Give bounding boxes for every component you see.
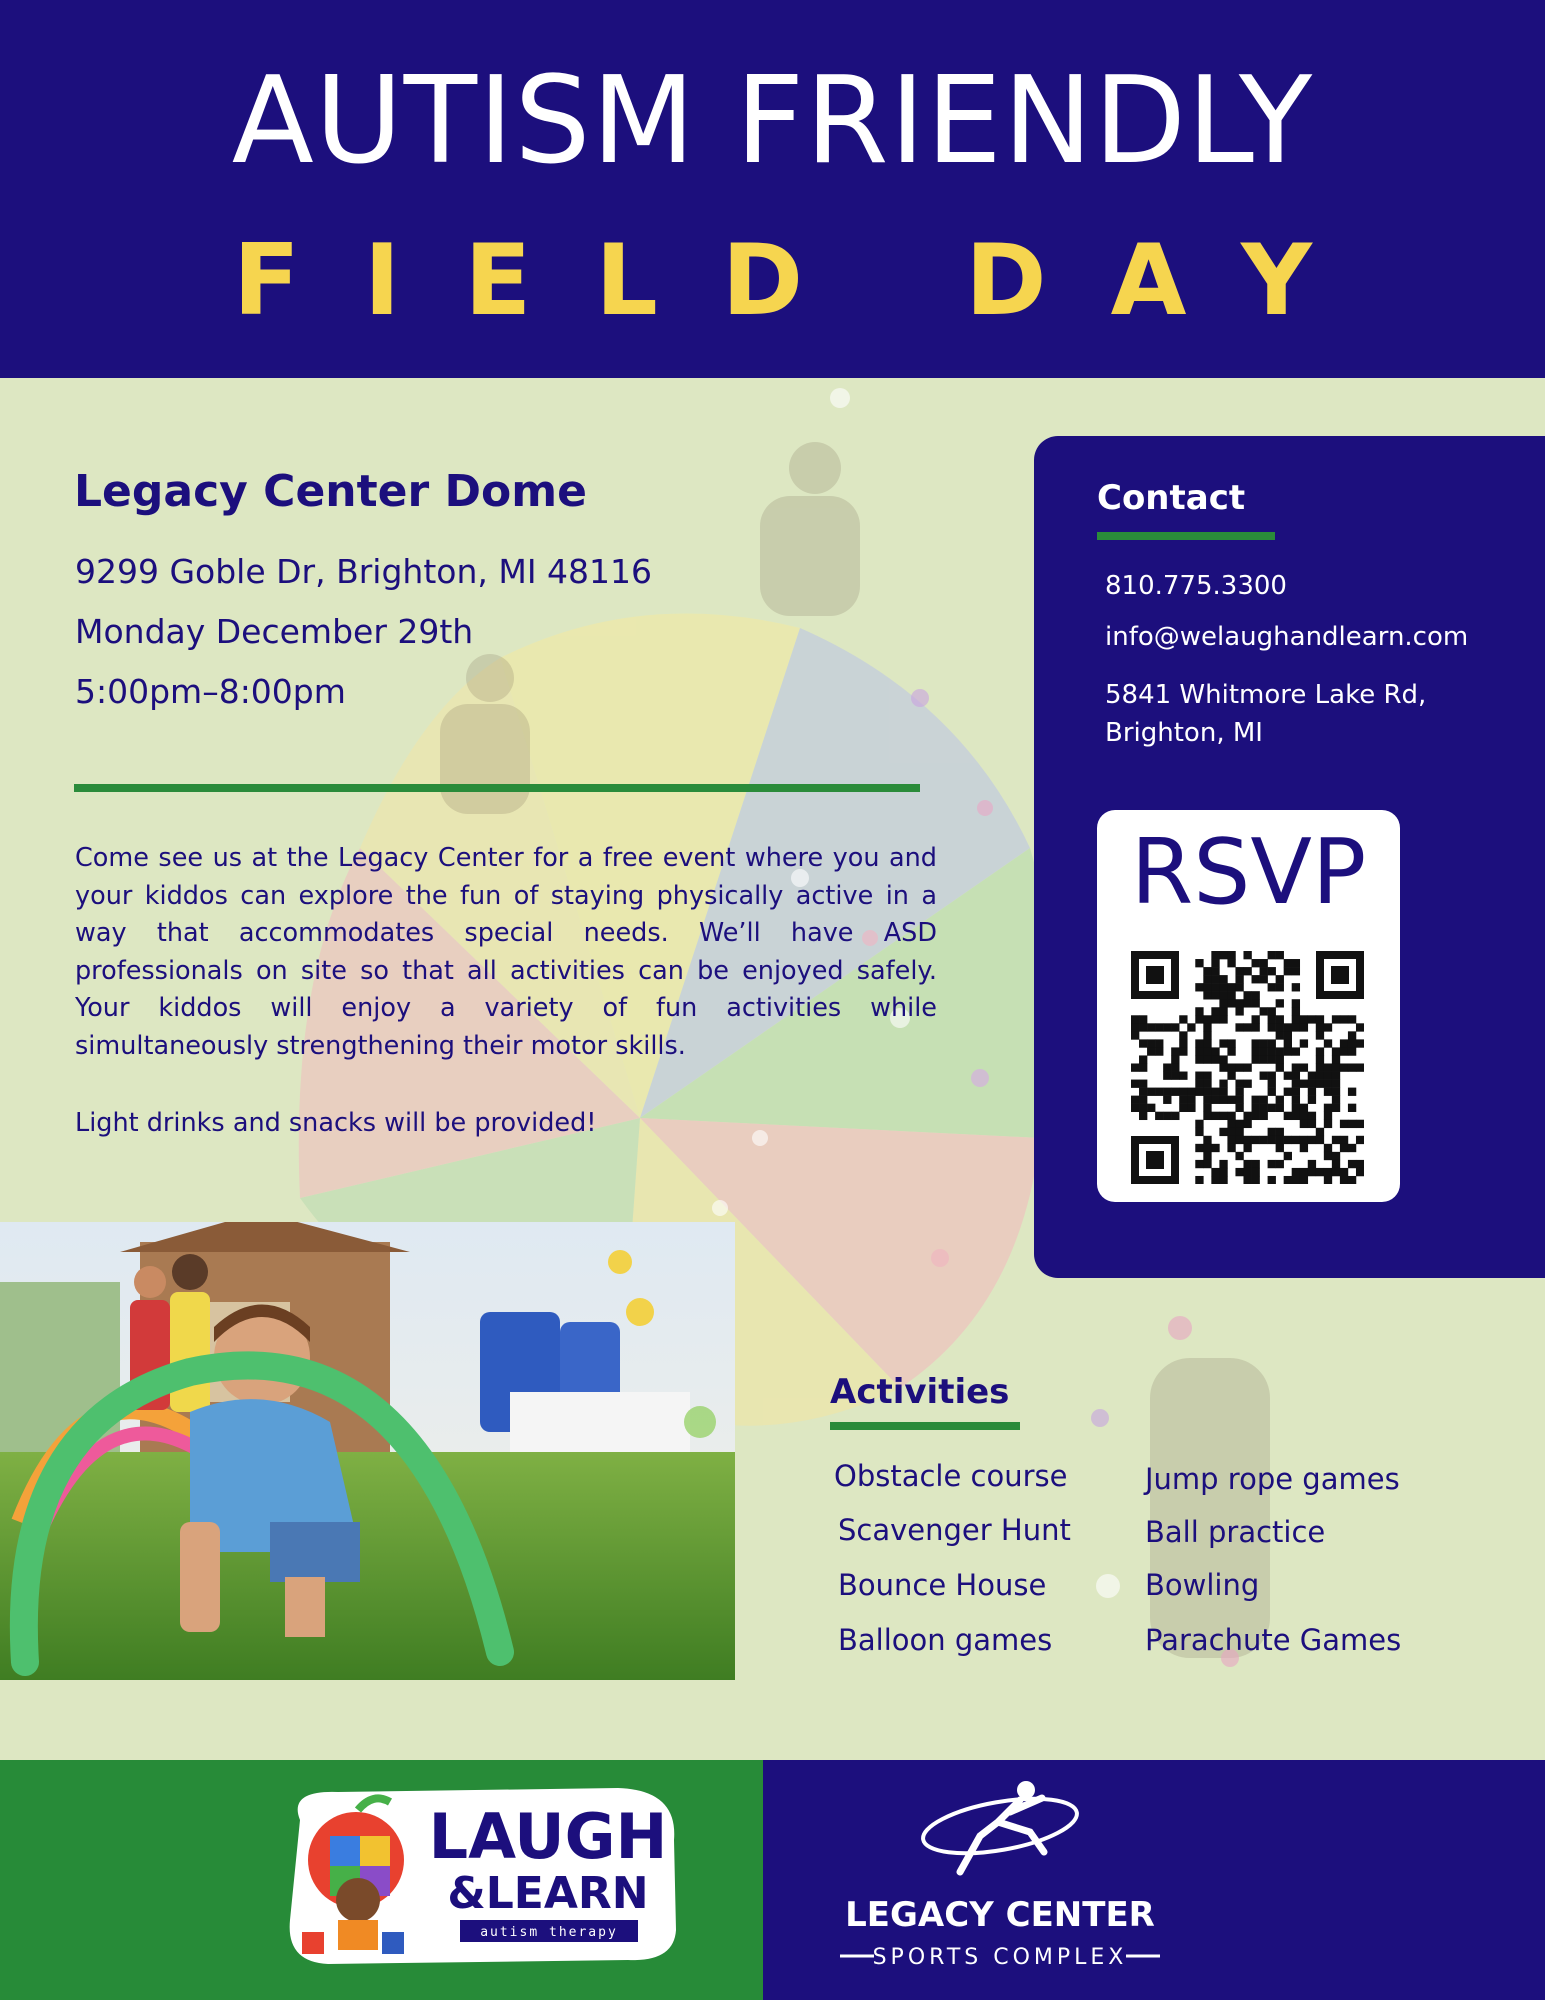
event-date: Monday December 29th — [75, 612, 474, 651]
rsvp-box — [1097, 810, 1400, 1202]
logo-sports-complex-text: SPORTS COMPLEX — [872, 1945, 1128, 1970]
section-divider — [74, 784, 920, 792]
activity-item: Obstacle course — [834, 1459, 1068, 1493]
activity-item: Ball practice — [1145, 1515, 1326, 1549]
contact-address — [1105, 676, 1505, 752]
logo-learn-text: &LEARN — [447, 1868, 649, 1919]
header-banner — [0, 0, 1545, 378]
logo-tagline-text: autism therapy — [480, 1925, 618, 1940]
contact-card — [1034, 436, 1545, 1278]
activity-item: Jump rope games — [1145, 1462, 1400, 1496]
contact-divider — [1097, 532, 1275, 540]
activities-divider — [830, 1422, 1020, 1430]
contact-address-line-2: Brighton, MI — [1105, 718, 1263, 748]
snacks-note: Light drinks and snacks will be provided! — [75, 1108, 597, 1138]
logo-laugh-text: LAUGH — [428, 1800, 668, 1873]
rsvp-label: RSVP — [1130, 820, 1367, 925]
contact-title: Contact — [1097, 478, 1246, 518]
activity-item: Bowling — [1145, 1568, 1260, 1602]
activities-title: Activities — [830, 1372, 1010, 1412]
contact-phone[interactable]: 810.775.3300 — [1105, 571, 1287, 601]
child-obstacle-photo — [0, 1222, 735, 1680]
activity-item: Parachute Games — [1145, 1623, 1402, 1657]
contact-email[interactable]: info@welaughandlearn.com — [1105, 622, 1469, 652]
activity-item: Scavenger Hunt — [838, 1513, 1071, 1547]
title-line-1: AUTISM FRIENDLY — [231, 52, 1314, 191]
laugh-and-learn-logo — [278, 1780, 684, 1966]
event-time: 5:00pm–8:00pm — [75, 672, 346, 711]
logo-legacy-text: LEGACY CENTER — [845, 1895, 1155, 1935]
activity-item: Balloon games — [838, 1623, 1053, 1657]
contact-address-line-1: 5841 Whitmore Lake Rd, — [1105, 680, 1427, 710]
title-line-2: FIELD DAY — [232, 224, 1377, 338]
activity-item: Bounce House — [838, 1568, 1047, 1602]
rsvp-qr-code[interactable] — [1131, 951, 1364, 1184]
legacy-center-logo — [830, 1776, 1170, 1976]
event-description: Come see us at the Legacy Center for a free event where you and your kiddos can explore the fun of staying physically active in a way that accommodates special needs. We’ll have ASD professionals on site so that all activities can be enjoyed safely. Your kiddos will enjoy a variety of fun activities while simultaneously strengthening their motor skills. — [75, 843, 937, 1061]
venue-name: Legacy Center Dome — [74, 466, 587, 517]
venue-address: 9299 Goble Dr, Brighton, MI 48116 — [75, 552, 653, 591]
